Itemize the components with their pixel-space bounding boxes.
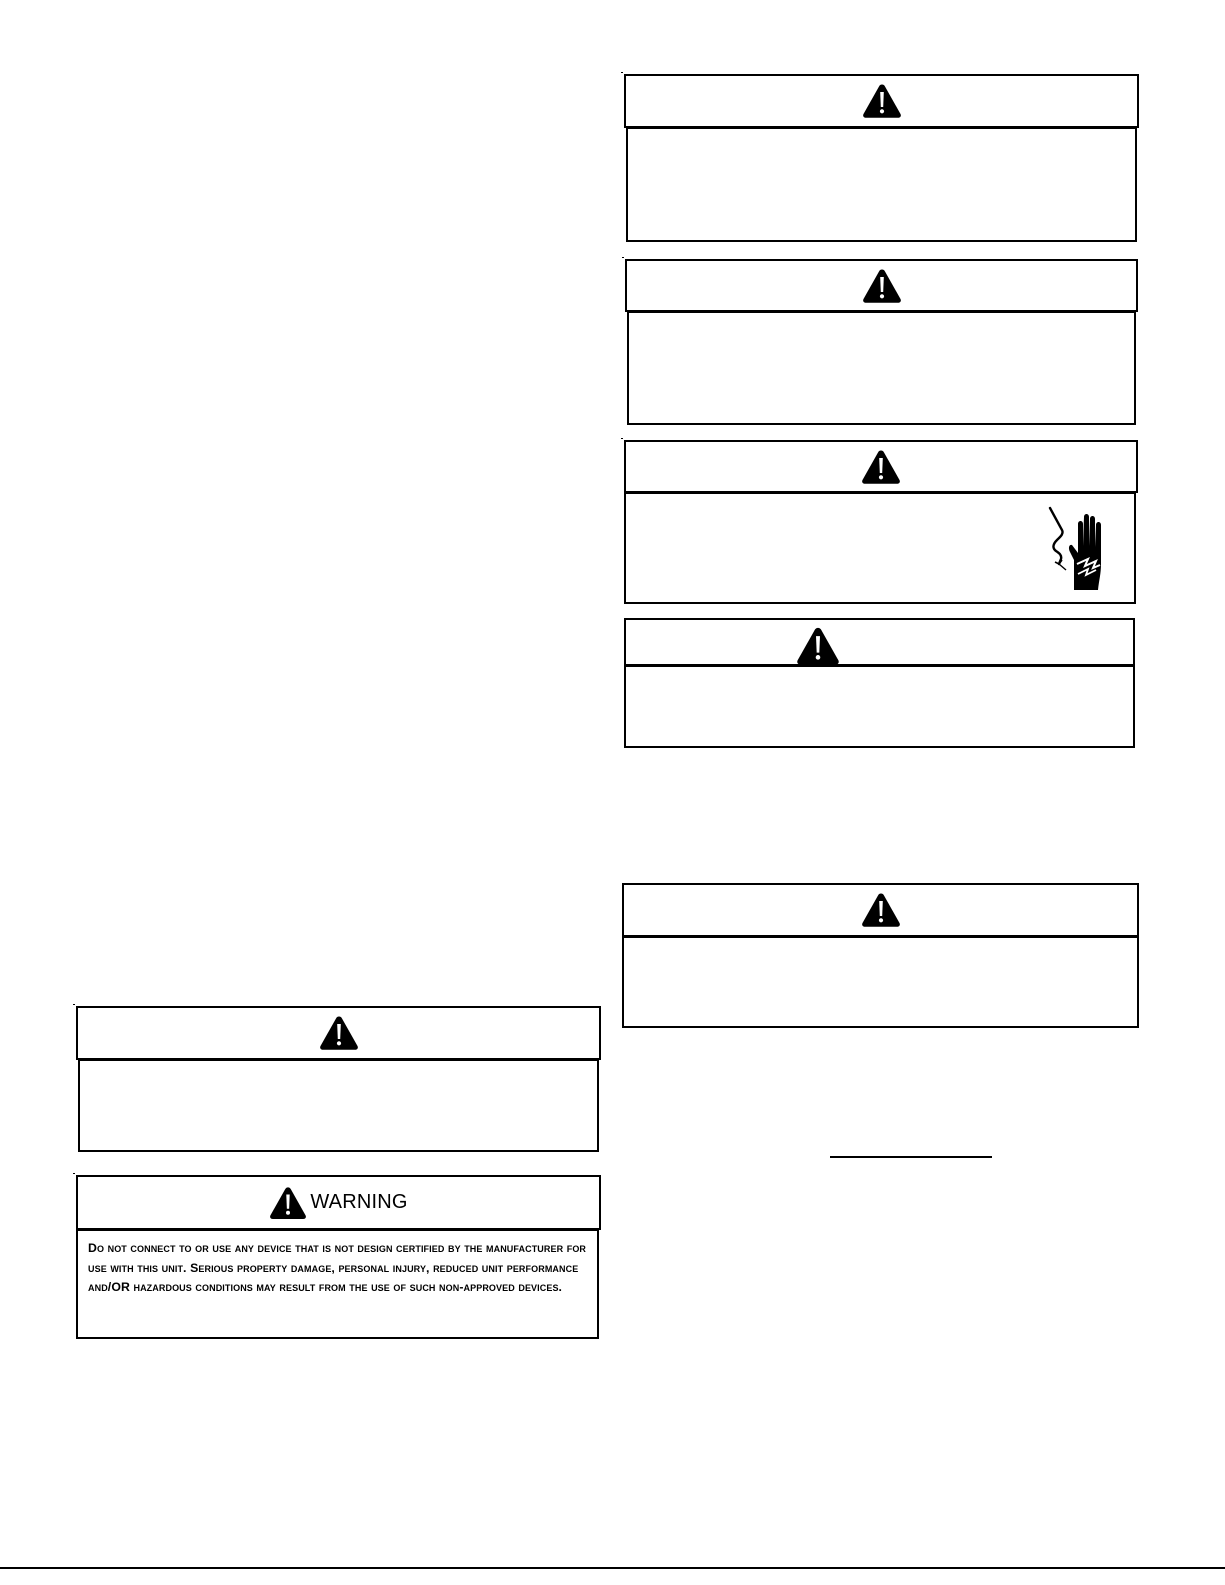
warning-box-2 [625, 259, 1138, 425]
warning-box-body [78, 1058, 599, 1152]
warning-triangle-icon [796, 625, 840, 667]
warning-triangle-icon [319, 1015, 359, 1051]
warning-box-6 [76, 1006, 601, 1152]
warning-box-header [624, 618, 1135, 668]
warning-triangle-icon [861, 449, 901, 485]
warning-triangle-icon [269, 1185, 307, 1221]
warning-box-header [624, 440, 1138, 493]
electrical-shock-hand-icon [1044, 504, 1114, 594]
warning-box-header [622, 883, 1139, 937]
warning-box-3 [624, 440, 1138, 604]
underline-rule [830, 1156, 992, 1158]
warning-box-header [76, 1006, 601, 1060]
warning-text: Do not connect to or use any device that is not design certified by the manufacturer for use with this unit. Serious property damage, personal injury, reduced unit performance and/OR hazardous conditions may result from the use of such non-approved devices. [88, 1241, 587, 1294]
warning-box-body [622, 935, 1139, 1028]
warning-label: WARNING [310, 1191, 408, 1213]
warning-box-body [624, 664, 1135, 748]
warning-box-4 [624, 618, 1135, 748]
warning-box-header [625, 259, 1138, 312]
warning-triangle-icon [862, 268, 902, 304]
warning-box-5 [622, 883, 1139, 1028]
warning-triangle-icon [862, 83, 902, 119]
warning-box-body [626, 126, 1137, 242]
warning-box-header [76, 1175, 601, 1230]
warning-box-1 [624, 74, 1139, 242]
warning-box-body [627, 310, 1136, 425]
page-bottom-rule [0, 1567, 1225, 1569]
warning-box-header [624, 74, 1139, 128]
warning-box-7 [76, 1175, 601, 1339]
warning-box-body [624, 491, 1136, 604]
warning-triangle-icon [861, 892, 901, 928]
warning-box-body [76, 1228, 599, 1339]
